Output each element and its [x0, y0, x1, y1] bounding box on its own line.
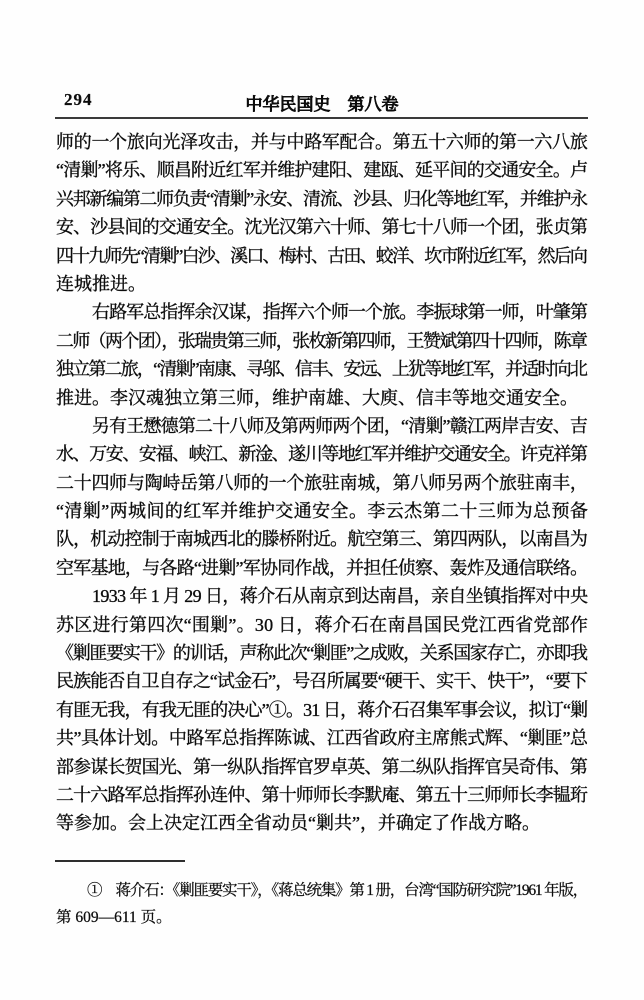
body-line-text: 空军基地，与各路“进剿”军协同作战，并担任侦察、轰炸及通信联络。: [56, 557, 588, 578]
body-line: [56, 554, 588, 582]
body-line-text: 等参加。会上决定江西全省动员“剿共”，并确定了作战方略。: [56, 813, 540, 834]
body-line: [56, 781, 588, 809]
body-line-text: 共”具体计划。中路军总指挥陈诚、江西省政府主席熊式辉、“剿匪”总: [56, 728, 588, 749]
body-line-text: 有匪无我，有我无匪的决心”①。31 日，蒋介石召集军事会议，拟订“剿: [56, 699, 588, 720]
body-line: [56, 809, 588, 837]
footnote: [56, 877, 588, 931]
body-line-text: 水、万安、安福、峡江、新淦、遂川等地红军并维护交通安全。许克祥第: [56, 444, 587, 465]
body-line: [56, 696, 588, 724]
body-line-text: 推进。李汉魂独立第三师，维护南雄、大庾、信丰等地交通安全。: [56, 387, 578, 408]
body-line: [56, 667, 588, 695]
body-line: [56, 156, 588, 184]
body-line-text: 独立第二旅，“清剿”南康、寻邬、信丰、安远、上犹等地红军，并适时向北: [56, 359, 587, 380]
body-line: [56, 185, 588, 213]
body-line-text: “清剿”将乐、顺昌附近红军并维护建阳、建瓯、延平间的交通安全。卢: [56, 160, 588, 181]
body-line-text: 《剿匪要实干》的训话，声称此次“剿匪”之成败，关系国家存亡，亦即我: [56, 643, 587, 664]
body-line: [56, 384, 588, 412]
body-line-text: 二十六路军总指挥孙连仲、第十师师长李默庵、第五十三师师长李韫珩: [56, 784, 588, 805]
body-line: [56, 582, 588, 610]
footnote-line: [56, 877, 588, 904]
footnote-line-text: 第 609—611 页。: [56, 909, 172, 926]
body-text: [56, 128, 588, 838]
body-line-text: 另有王懋德第二十八师及第两师两个团，“清剿”赣江两岸吉安、吉: [92, 415, 588, 436]
body-line: [56, 355, 588, 383]
body-line: [56, 753, 588, 781]
body-line: [56, 327, 588, 355]
body-line-text: 连城推进。: [56, 273, 146, 294]
body-line: [56, 213, 588, 241]
header-rule: [55, 117, 588, 119]
body-line: [56, 724, 588, 752]
body-line: [56, 242, 588, 270]
body-line: [56, 128, 588, 156]
body-line-text: 安、沙县间的交通安全。沈光汉第六十师、第七十八师一个团，张贞第: [56, 217, 588, 238]
body-line-text: 队，机动控制于南城西北的滕桥附近。航空第三、第四两队，以南昌为: [56, 529, 588, 550]
body-line: [56, 412, 588, 440]
body-line: [56, 611, 588, 639]
running-title: 中华民国史 第八卷: [245, 95, 399, 114]
body-line-text: 部参谋长贺国光、第一纵队指挥官罗卓英、第二纵队指挥官吴奇伟、第: [56, 756, 588, 777]
body-line-text: 二师（两个团），张瑞贵第三师，张枚新第四师，王赞斌第四十四师，陈章: [56, 330, 587, 351]
body-line-text: 兴邦新编第二师负责“清剿”永安、清流、沙县、归化等地红军，并维护永: [56, 188, 587, 209]
footnote-line-text: ① 蒋介石：《剿匪要实干》，《蒋总统集》第 1 册，台湾“国防研究院”1961 年版，: [87, 882, 587, 899]
body-line: [56, 639, 588, 667]
body-line: [56, 440, 588, 468]
body-line: [56, 298, 588, 326]
body-line-text: 1933 年 1 月 29 日，蒋介石从南京到达南昌，亲自坐镇指挥对中央: [92, 586, 588, 607]
body-line-text: 民族能否自卫自存之“试金石”，号召所属要“硬干、实干、快干”，“要下: [56, 671, 588, 692]
body-line-text: 苏区进行第四次“围剿”。30 日，蒋介石在南昌国民党江西省党部作: [56, 614, 589, 635]
footnote-line: [56, 904, 588, 931]
body-line-text: “清剿”两城间的红军并维护交通安全。李云杰第二十三师为总预备: [56, 501, 589, 522]
body-line: [56, 469, 588, 497]
body-line: [56, 497, 588, 525]
body-line-text: 四十九师先“清剿”白沙、溪口、梅村、古田、蛟洋、坎市附近红军，然后向: [56, 245, 587, 266]
running-header: [56, 90, 588, 112]
body-line: [56, 525, 588, 553]
body-line-text: 师的一个旅向光泽攻击，并与中路军配合。第五十六师的第一六八旅: [56, 132, 588, 152]
footnote-separator: [55, 860, 185, 862]
body-line-text: 二十四师与陶峙岳第八师的一个旅驻南城，第八师另两个旅驻南丰，: [56, 472, 588, 493]
body-line: [56, 270, 588, 298]
body-line-text: 右路军总指挥余汉谋，指挥六个师一个旅。李振球第一师，叶肇第: [92, 302, 588, 323]
page-number: 294: [64, 90, 93, 109]
